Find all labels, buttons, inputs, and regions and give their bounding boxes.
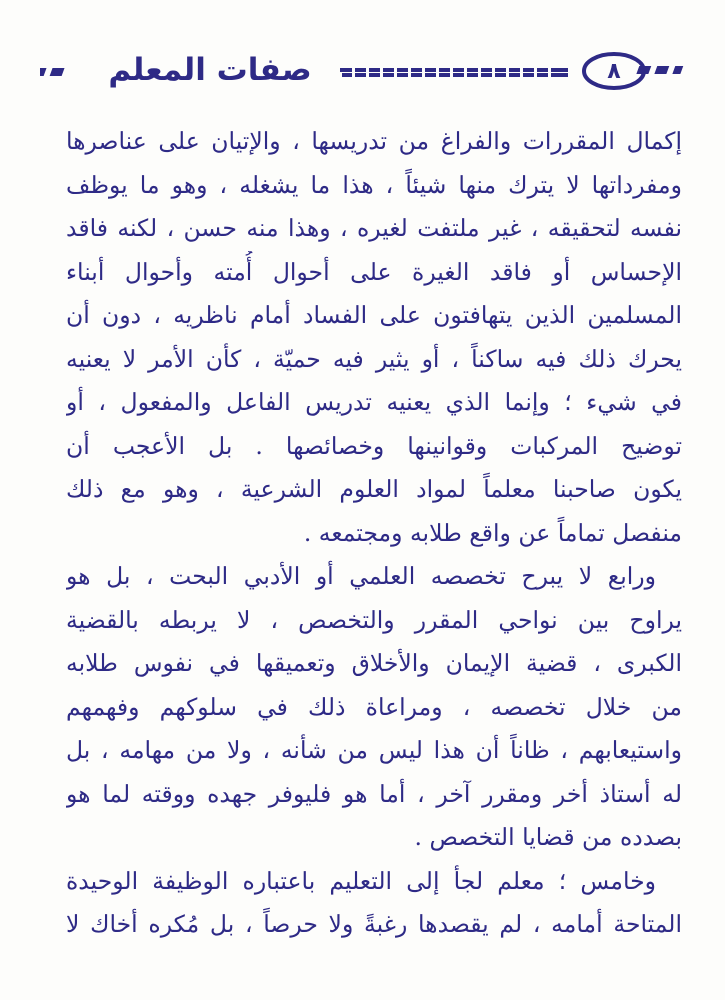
text-line: ومفرداتها لا يترك منها شيئاً ، هذا ما يشغله ، وهو ما يوظف <box>66 170 682 199</box>
text-line: من خلال تخصصه ، ومراعاة ذلك في سلوكهم وفهمهم <box>66 692 682 721</box>
text-line: نفسه لتحقيقه ، غير ملتفت لغيره ، وهذا منه حسن ، لكنه فاقد <box>66 214 682 242</box>
text-line: الكبرى ، قضية الإيمان والأخلاق وتعميقها في نفوس طلابه <box>66 649 682 677</box>
text-line: يكون صاحبنا معلماً لمواد العلوم الشرعية ، وهو مع ذلك <box>66 475 682 503</box>
text-line: توضيح المركبات وقوانينها وخصائصها . بل الأعجب أن <box>66 431 682 460</box>
page-number: ٨ <box>607 58 621 84</box>
text-line: يحرك ذلك فيه ساكناً ، أو يثير فيه حميّة ، كأن الأمر لا يعنيه <box>66 344 682 373</box>
text-line: وخامس ؛ معلم لجأ إلى التعليم باعتباره الوظيفة الوحيدة <box>66 866 656 895</box>
body-text <box>66 120 682 947</box>
page-header <box>40 42 692 98</box>
text-line: يراوح بين نواحي المقرر والتخصص ، لا يربطه بالقضية <box>66 605 682 634</box>
book-title: صفات المعلم <box>108 52 312 88</box>
text-line: بصدده من قضايا التخصص . <box>414 823 682 851</box>
text-line: له أستاذ أخر ومقرر آخر ، أما هو فليوفر جهده ووقته لما هو <box>66 779 682 808</box>
text-line: منفصل تماماً عن واقع طلابه ومجتمعه . <box>303 518 682 547</box>
text-line: في شيء ؛ وإنما الذي يعنيه تدريس الفاعل والمفعول ، أو <box>66 388 682 416</box>
text-line: الإحساس أو فاقد الغيرة على أحوال أُمته وأحوال أبناء <box>66 257 682 286</box>
text-line: المسلمين الذين يتهافتون على الفساد أمام ناظريه ، دون أن <box>66 301 682 329</box>
text-line: المتاحة أمامه ، لم يقصدها رغبةً ولا حرصاً ، بل مُكره أخاك لا <box>66 910 682 938</box>
text-line: إكمال المقررات والفراغ من تدريسها ، والإتيان على عناصرها <box>66 127 682 155</box>
text-line: واستيعابهم ، ظاناً أن هذا ليس من شأنه ، ولا من مهامه ، بل <box>66 736 682 764</box>
text-line: ورابع لا يبرح تخصصه العلمي أو الأدبي البحت ، بل هو <box>66 562 656 590</box>
